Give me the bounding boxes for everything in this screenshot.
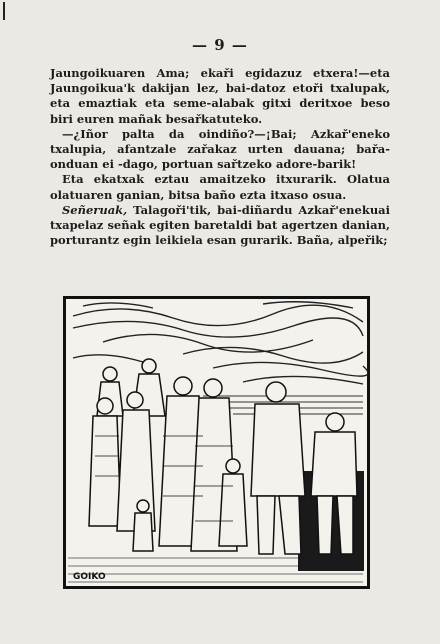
- paragraph-2: —¿Iñor palta da oindiño?—¡Bai; Azkař'eneko txalupia, afantzale zařakaz urten dauana; bařa-onduan ei -dago, portuan sařtzeko adore-barik!: [50, 126, 390, 172]
- paragraph-1: Jaungoikuaren Ama; ekaři egidazuz etxera!—eta Jaungoikua'k dakijan lez, bai-datoz etoři txalupak, eta emaztiak eta seme-alabak gitxi deritxoe beso biri euren mañak besařkatuteko.: [50, 66, 390, 126]
- illustration-svg: [63, 296, 370, 589]
- artist-signature: GOIKO: [73, 572, 106, 582]
- paragraph-3: Eta ekatxak eztau amaitzeko itxurarik. Olatua olatuaren ganian, bitsa baño ezta itxaso osua.: [50, 172, 390, 202]
- page-edge-mark: [3, 2, 5, 20]
- body-text: [50, 66, 390, 248]
- emphasis-word: Señeruak,: [62, 202, 128, 217]
- paragraph-4: [50, 203, 390, 249]
- page-number: — 9 —: [192, 36, 248, 54]
- woodcut-illustration: [63, 296, 370, 589]
- paragraph-4-text: Talagoři'tik, bai-diñardu Azkař'enekuai txapelaz señak egiten baretaldi bat agertzen danian, porturantz egin leikiela esan gurarik. Baña, alpeřik;: [50, 202, 390, 248]
